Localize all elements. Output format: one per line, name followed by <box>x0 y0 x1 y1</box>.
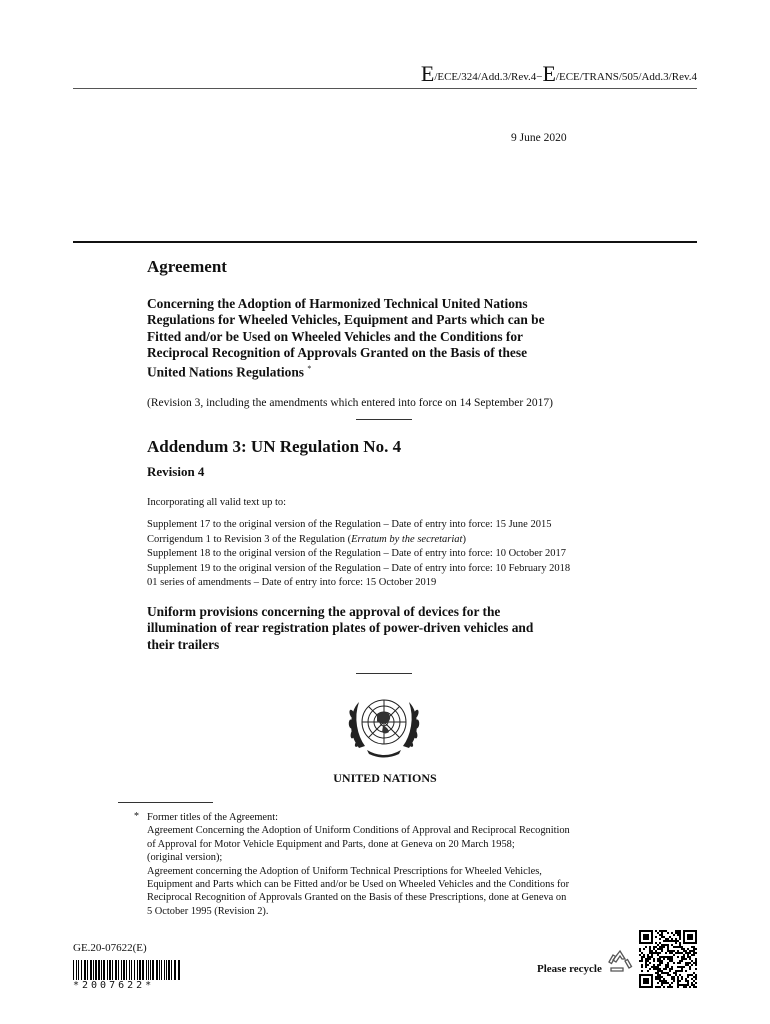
regulation-title <box>147 604 627 653</box>
supplement-list <box>147 518 570 591</box>
document-symbol <box>73 60 697 89</box>
incorporating-note: Incorporating all valid text up to: <box>147 497 287 508</box>
agreement-title-line: United Nations Regulations * <box>147 364 312 380</box>
agreement-heading: Agreement <box>147 257 227 276</box>
qr-code-icon <box>639 930 697 988</box>
revision-heading: Revision 4 <box>147 464 205 479</box>
list-item: Supplement 19 to the original version of the Regulation – Date of entry into force: 10 February 2018 <box>147 562 571 574</box>
symbol-prefix-1: E <box>420 61 435 86</box>
list-item: Corrigendum 1 to Revision 3 of the Regulation (Erratum by the secretariat) <box>147 533 466 545</box>
footnote-marker: * <box>134 811 139 822</box>
recycle-note: Please recycle <box>537 963 602 975</box>
revision-note: (Revision 3, including the amendments which entered into force on 14 September 2017) <box>147 397 553 409</box>
agreement-title-line: Fitted and/or be Used on Wheeled Vehicles and the Conditions for <box>147 328 523 344</box>
footnote-ref[interactable]: * <box>307 364 312 374</box>
barcode-icon <box>73 960 183 980</box>
erratum-label: Erratum by the secretariat <box>351 533 463 545</box>
symbol-rest-1: /ECE/324/Add.3/Rev.4− <box>434 71 543 83</box>
barcode-number: *2007622* <box>73 980 155 991</box>
job-number: GE.20-07622(E) <box>73 942 147 954</box>
footnote-text <box>147 811 627 918</box>
footnote-line: Reciprocal Recognition of Approvals Granted on the Basis of these Prescriptions, done at Geneva on <box>147 892 567 904</box>
footnote-line: of Approval for Motor Vehicle Equipment and Parts, done at Geneva on 20 March 1958; <box>147 838 515 850</box>
footnote-line: 5 October 1995 (Revision 2). <box>147 905 269 917</box>
section-separator <box>356 673 412 674</box>
agreement-title <box>147 296 627 381</box>
footnote-line: Former titles of the Agreement: <box>147 812 279 823</box>
title-divider <box>73 241 697 243</box>
agreement-title-line: Reciprocal Recognition of Approvals Granted on the Basis of these <box>147 344 528 360</box>
issue-date: 9 June 2020 <box>511 132 567 144</box>
footnote-line: (original version); <box>147 852 223 864</box>
section-separator <box>356 419 412 420</box>
un-emblem-icon <box>343 688 425 762</box>
footnote-line: Agreement concerning the Adoption of Uniform Technical Prescriptions for Wheeled Vehicles, <box>147 865 542 877</box>
agreement-title-line: Regulations for Wheeled Vehicles, Equipment and Parts which can be <box>147 312 545 328</box>
organization-name: UNITED NATIONS <box>333 771 437 785</box>
regulation-title-line: Uniform provisions concerning the approval of devices for the <box>147 604 501 619</box>
addendum-heading: Addendum 3: UN Regulation No. 4 <box>147 437 402 456</box>
regulation-title-line: their trailers <box>147 636 220 652</box>
footnote-divider <box>118 802 213 803</box>
list-item: 01 series of amendments – Date of entry into force: 15 October 2019 <box>147 577 437 589</box>
recycle-icon <box>606 948 634 976</box>
symbol-prefix-2: E <box>542 61 556 86</box>
regulation-title-line: illumination of rear registration plates of power-driven vehicles and <box>147 620 534 636</box>
agreement-title-line: Concerning the Adoption of Harmonized Technical United Nations <box>147 296 528 311</box>
list-item: Supplement 18 to the original version of the Regulation – Date of entry into force: 10 October 2017 <box>147 548 567 560</box>
symbol-rest-2: /ECE/TRANS/505/Add.3/Rev.4 <box>555 71 697 83</box>
footnote-line: Agreement Concerning the Adoption of Uniform Conditions of Approval and Reciprocal Recognition <box>147 825 570 837</box>
list-item: Supplement 17 to the original version of the Regulation – Date of entry into force: 15 June 2015 <box>147 519 552 530</box>
footnote-line: Equipment and Parts which can be Fitted and/or be Used on Wheeled Vehicles and the Conditions for <box>147 879 570 891</box>
